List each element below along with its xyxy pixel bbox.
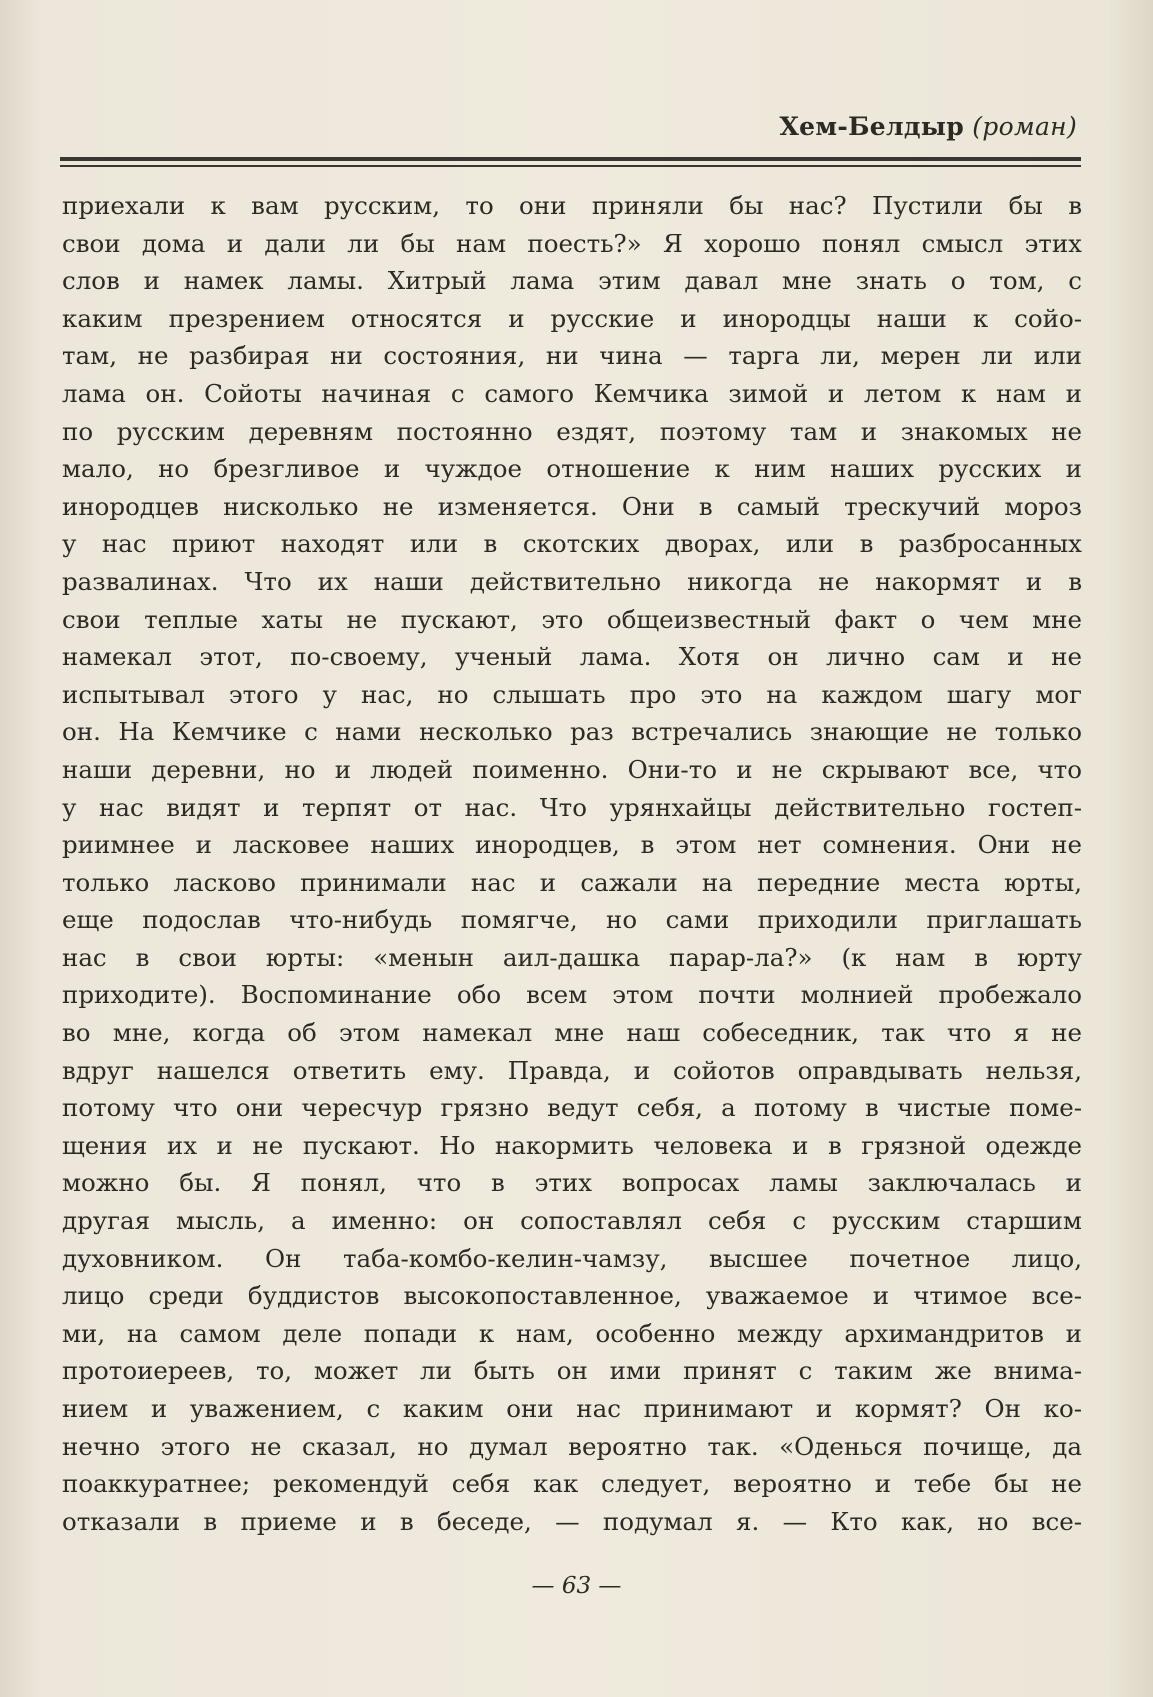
text-line: во мне, когда об этом намекал мне наш собеседник, так что я не — [62, 1018, 1082, 1048]
text-line: нас в свои юрты: «менын аил-дашка парар-ла?» (к нам в юрту — [62, 942, 1082, 972]
text-line: наши деревни, но и людей поименно. Они-то и не скрывают все, что — [62, 754, 1082, 784]
text-line: можно бы. Я понял, что в этих вопросах ламы заключалась и — [62, 1168, 1082, 1198]
text-line: по русским деревням постоянно ездят, поэтому там и знакомых не — [62, 416, 1082, 446]
running-header-genre: (роман) — [972, 112, 1077, 141]
text-line: духовником. Он таба-комбо-келин-чамзу, высшее почетное лицо, — [62, 1243, 1082, 1273]
text-line: ми, на самом деле попади к нам, особенно между архимандритов и — [62, 1318, 1082, 1348]
text-line: протоиереев, то, может ли быть он ими принят с таким же внима- — [62, 1356, 1082, 1386]
text-line: испытывал этого у нас, но слышать про это на каждом шагу мог — [62, 679, 1082, 709]
text-line: нечно этого не сказал, но думал вероятно так. «Оденься почище, да — [62, 1431, 1082, 1461]
body-text — [62, 187, 1082, 1540]
text-line: отказали в приеме и в беседе, — подумал я. — Кто как, но все- — [62, 1506, 1082, 1536]
text-line: приехали к вам русским, то они приняли бы нас? Пустили бы в — [62, 191, 1082, 220]
text-line: намекал этот, по-своему, ученый лама. Хотя он лично сам и не — [62, 642, 1082, 672]
text-line: лама он. Сойоты начиная с самого Кемчика зимой и летом к нам и — [62, 378, 1082, 408]
text-line: только ласково принимали нас и сажали на передние места юрты, — [62, 867, 1082, 897]
page-number: — 63 — — [531, 1573, 622, 1599]
text-line: поаккуратнее; рекомендуй себя как следует, вероятно и тебе бы не — [62, 1469, 1082, 1499]
text-line: у нас приют находят или в скотских дворах, или в разбросанных — [62, 529, 1082, 559]
text-line: щения их и не пускают. Но накормить человека и в грязной одежде — [62, 1130, 1082, 1160]
header-rule-thick — [60, 157, 1081, 161]
running-header — [779, 112, 1077, 141]
text-line: приходите). Воспоминание обо всем этом почти молнией пробежало — [62, 980, 1082, 1010]
running-header-title: Хем-Белдыр — [779, 112, 964, 141]
text-line: еще подослав что-нибудь помягче, но сами приходили приглашать — [62, 905, 1082, 935]
text-line: инородцев нисколько не изменяется. Они в самый трескучий мороз — [62, 491, 1082, 521]
text-line: другая мысль, а именно: он сопоставлял себя с русским старшим — [62, 1206, 1082, 1236]
text-line: он. На Кемчике с нами несколько раз встречались знающие не только — [62, 717, 1082, 747]
text-line: лицо среди буддистов высокопоставленное, уважаемое и чтимое все- — [62, 1281, 1082, 1311]
text-line: свои теплые хаты не пускают, это общеизвестный факт о чем мне — [62, 604, 1082, 634]
text-line: мало, но брезгливое и чуждое отношение к ним наших русских и — [62, 454, 1082, 484]
text-line: у нас видят и терпят от нас. Что урянхайцы действительно гостеп- — [62, 792, 1082, 822]
text-line: там, не разбирая ни состояния, ни чина — тарга ли, мерен ли или — [62, 341, 1082, 371]
text-line: каким презрением относятся и русские и инородцы наши к сойо- — [62, 303, 1082, 333]
text-line: вдруг нашелся ответить ему. Правда, и сойотов оправдывать нельзя, — [62, 1055, 1082, 1085]
text-line: слов и намек ламы. Хитрый лама этим давал мне знать о том, с — [62, 266, 1082, 296]
text-line: потому что они чересчур грязно ведут себя, а потому в чистые поме- — [62, 1093, 1082, 1123]
header-rule-thin — [60, 165, 1081, 167]
text-line: свои дома и дали ли бы нам поесть?» Я хорошо понял смысл этих — [62, 228, 1082, 258]
text-line: риимнее и ласковее наших инородцев, в этом нет сомнения. Они не — [62, 830, 1082, 860]
text-line: развалинах. Что их наши действительно никогда не накормят и в — [62, 566, 1082, 596]
text-line: нием и уважением, с каким они нас принимают и кормят? Он ко- — [62, 1394, 1082, 1423]
